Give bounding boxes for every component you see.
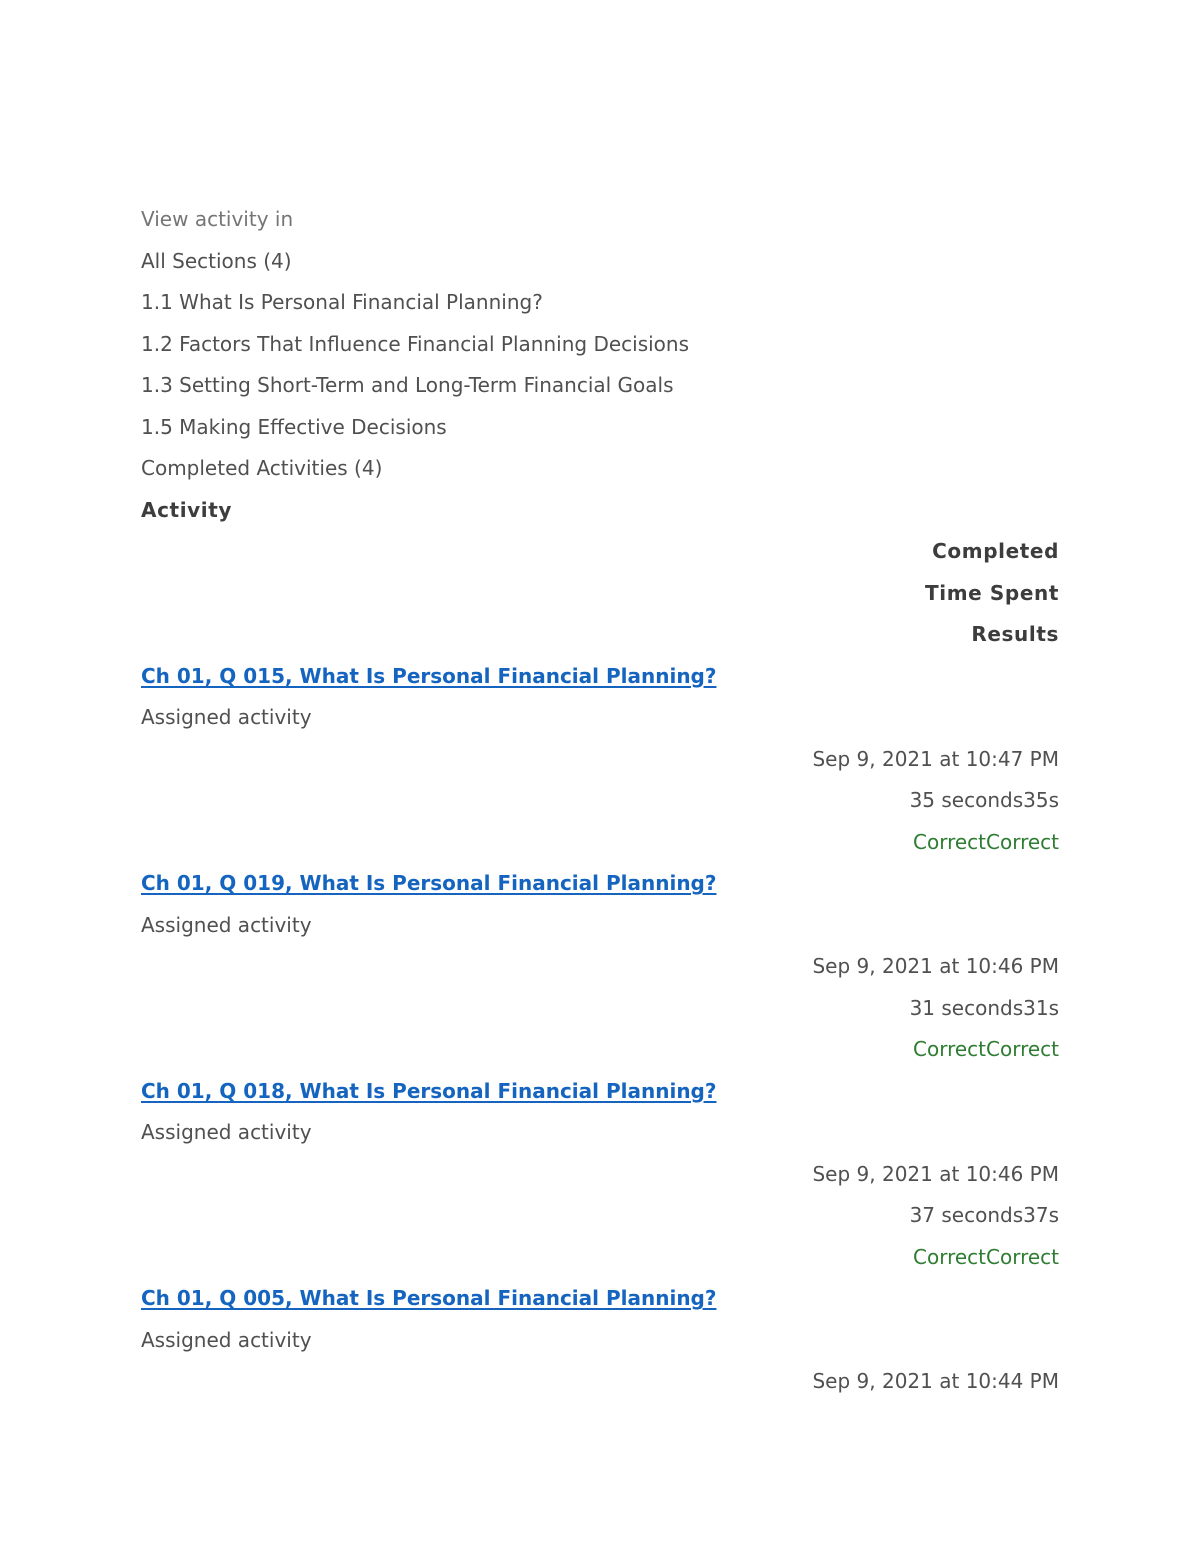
completed-date: Sep 9, 2021 at 10:46 PM [812,954,1059,978]
completed-activities-count: Completed Activities (4) [141,456,383,480]
view-activity-label: View activity in [141,207,294,231]
section-option-1-5[interactable]: 1.5 Making Effective Decisions [141,414,447,439]
activity-type: Assigned activity [141,705,312,729]
section-option-1-2[interactable]: 1.2 Factors That Influence Financial Planning Decisions [141,331,690,356]
time-spent: 37 seconds37s [909,1203,1059,1227]
column-header-results: Results [971,622,1059,646]
activity-link[interactable]: Ch 01, Q 005, What Is Personal Financial Planning? [141,1286,717,1310]
section-option-1-3[interactable]: 1.3 Setting Short-Term and Long-Term Financial Goals [141,373,674,397]
section-option-1-1[interactable]: 1.1 What Is Personal Financial Planning? [141,290,543,314]
activity-row [141,656,1059,864]
completed-date: Sep 9, 2021 at 10:44 PM [812,1369,1059,1393]
activity-link[interactable]: Ch 01, Q 015, What Is Personal Financial Planning? [141,663,717,688]
section-option-all[interactable]: All Sections (4) [141,248,292,273]
column-header-completed: Completed [932,539,1059,563]
activity-link[interactable]: Ch 01, Q 018, What Is Personal Financial Planning? [141,1078,717,1103]
result-status: CorrectCorrect [913,1037,1059,1061]
time-spent: 35 seconds35s [909,788,1059,812]
activity-page [141,199,1059,1403]
activity-row [141,863,1059,1071]
completed-date: Sep 9, 2021 at 10:46 PM [812,1161,1059,1186]
activity-type: Assigned activity [141,1327,312,1352]
result-status: CorrectCorrect [913,829,1059,854]
column-header-time-spent: Time Spent [925,580,1059,605]
activity-type: Assigned activity [141,912,312,937]
activity-row [141,1278,1059,1403]
result-status: CorrectCorrect [913,1244,1059,1269]
time-spent: 31 seconds31s [909,995,1059,1020]
activity-row [141,1071,1059,1279]
column-header-activity: Activity [141,497,233,522]
activity-type: Assigned activity [141,1120,312,1144]
completed-date: Sep 9, 2021 at 10:47 PM [812,746,1059,771]
activity-link[interactable]: Ch 01, Q 019, What Is Personal Financial Planning? [141,871,717,895]
